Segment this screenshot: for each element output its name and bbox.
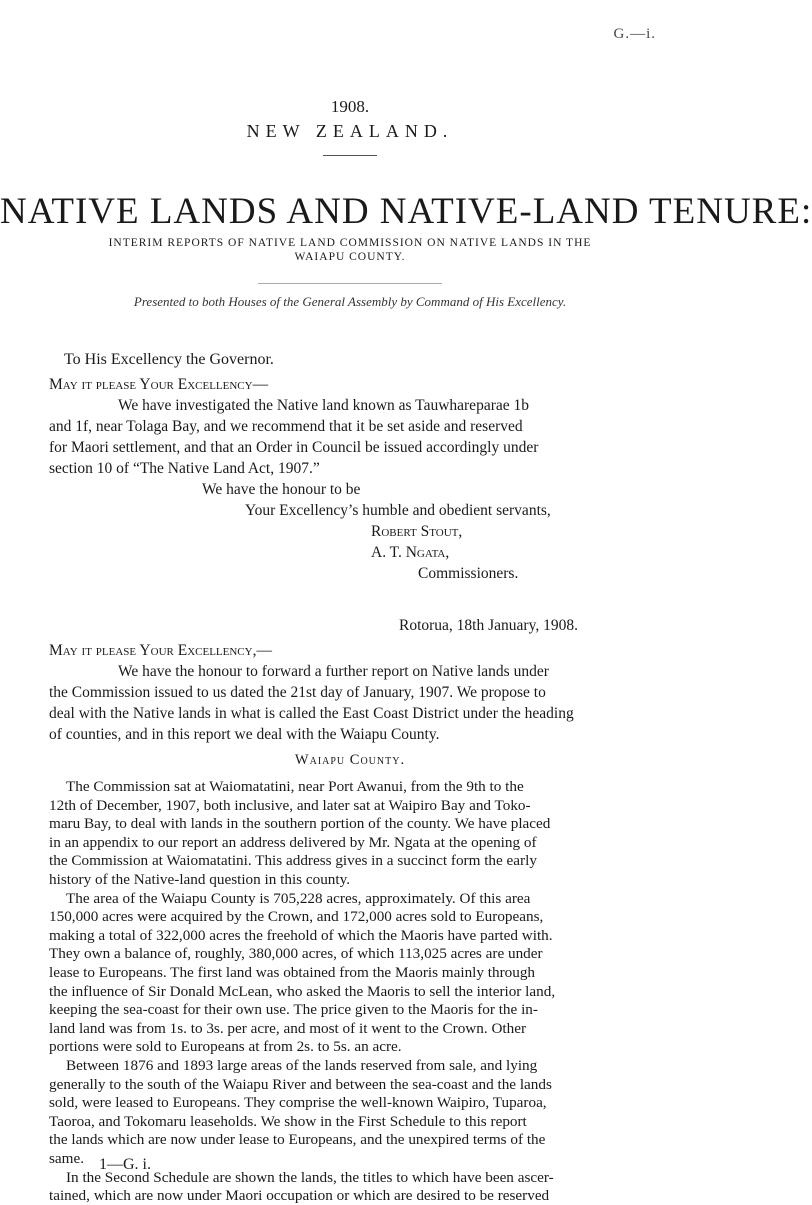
body-line: They own a balance of, roughly, 380,000 acres, of which 113,025 acres are under — [49, 945, 543, 963]
body-line: sold, were leased to Europeans. They comprise the well-known Waipiro, Tuparoa, — [49, 1094, 547, 1112]
section-heading: Waiapu County. — [294, 752, 406, 768]
closing-line: We have the honour to be — [202, 481, 361, 498]
subtitle: INTERIM REPORTS OF NATIVE LAND COMMISSION ON NATIVE LANDS IN THE WAIAPU COUNTY. — [108, 237, 592, 264]
body-line: history of the Native-land question in this county. — [49, 871, 351, 888]
may-it-please: May it please Your Excellency,— — [49, 642, 272, 659]
presented-line: Presented to both Houses of the General Assembly by Command of His Excellency. — [133, 294, 567, 309]
intro-line: We have the honour to forward a further report on Native lands under — [118, 663, 549, 680]
letter1-line: We have investigated the Native land known as Tauwhareparae 1b — [118, 397, 529, 414]
letter1-line: section 10 of “The Native Land Act, 1907.” — [49, 460, 320, 477]
body-line: the Commission at Waiomatatini. This address gives in a succinct form the early — [49, 852, 537, 870]
body-line: making a total of 322,000 acres the freehold of which the Maoris have parted with. — [49, 926, 553, 944]
letter1-line: and 1f, near Tolaga Bay, and we recommend that it be set aside and reserved — [49, 418, 523, 435]
signature: Robert Stout, — [371, 523, 463, 540]
body-line: generally to the south of the Waiapu River and between the sea-coast and the lands — [49, 1075, 552, 1093]
signature: A. T. Ngata, — [371, 544, 450, 561]
main-title: NATIVE LANDS AND NATIVE-LAND TENURE: — [0, 191, 812, 232]
body-line: 150,000 acres were acquired by the Crown, and 172,000 acres sold to Europeans, — [49, 908, 544, 926]
body-line: The area of the Waiapu County is 705,228 acres, approximately. Of this area — [66, 889, 531, 907]
year: 1908. — [330, 97, 370, 116]
divider-rule — [258, 283, 442, 284]
may-it-please: May it please Your Excellency— — [49, 376, 269, 393]
body-line: portions were sold to Europeans at from 2s. to 5s. an acre. — [49, 1038, 402, 1056]
short-rule — [323, 155, 377, 156]
body-line: the lands which are now under lease to Europeans, and the unexpired terms of the — [49, 1131, 546, 1149]
body-line: land land was from 1s. to 3s. per acre, and most of it went to the Crown. Other — [49, 1019, 527, 1037]
body-line: In the Second Schedule are shown the lands, the titles to which have been ascer- — [66, 1168, 554, 1186]
document-code: G.—i. — [613, 26, 656, 42]
body-line: the influence of Sir Donald McLean, who asked the Maoris to sell the interior land, — [49, 982, 556, 1000]
place-date: Rotorua, 18th January, 1908. — [399, 617, 578, 634]
country: NEW ZEALAND. — [246, 121, 454, 141]
letter1-line: for Maori settlement, and that an Order in Council be issued accordingly under — [49, 439, 539, 456]
body-line: maru Bay, to deal with lands in the southern portion of the county. We have placed — [49, 815, 551, 833]
body-line: Taoroa, and Tokomaru leaseholds. We show in the First Schedule to this report — [49, 1112, 527, 1130]
body-line: 12th of December, 1907, both inclusive, and later sat at Waipiro Bay and Toko- — [49, 796, 531, 814]
closing-line: Your Excellency’s humble and obedient servants, — [245, 502, 551, 519]
body-line: tained, which are now under Maori occupation or which are desired to be reserved — [49, 1187, 550, 1205]
intro-line: the Commission issued to us dated the 21st day of January, 1907. We propose to — [49, 684, 546, 701]
body-line: in an appendix to our report an address delivered by Mr. Ngata at the opening of — [49, 833, 537, 851]
body-line: keeping the sea-coast for their own use. The price given to the Maoris for the in- — [49, 1001, 538, 1019]
body-line: same. — [49, 1150, 85, 1167]
signature-title: Commissioners. — [418, 565, 519, 582]
body-line: The Commission sat at Waiomatatini, near Port Awanui, from the 9th to the — [66, 778, 524, 795]
page-folio: 1—G. i. — [99, 1156, 151, 1173]
intro-line: of counties, and in this report we deal with the Waiapu County. — [49, 726, 440, 743]
body-line: Between 1876 and 1893 large areas of the lands reserved from sale, and lying — [66, 1057, 538, 1074]
body-line: lease to Europeans. The first land was obtained from the Maoris mainly through — [49, 964, 536, 981]
salutation: To His Excellency the Governor. — [64, 351, 274, 368]
intro-line: deal with the Native lands in what is called the East Coast District under the heading — [49, 705, 574, 722]
